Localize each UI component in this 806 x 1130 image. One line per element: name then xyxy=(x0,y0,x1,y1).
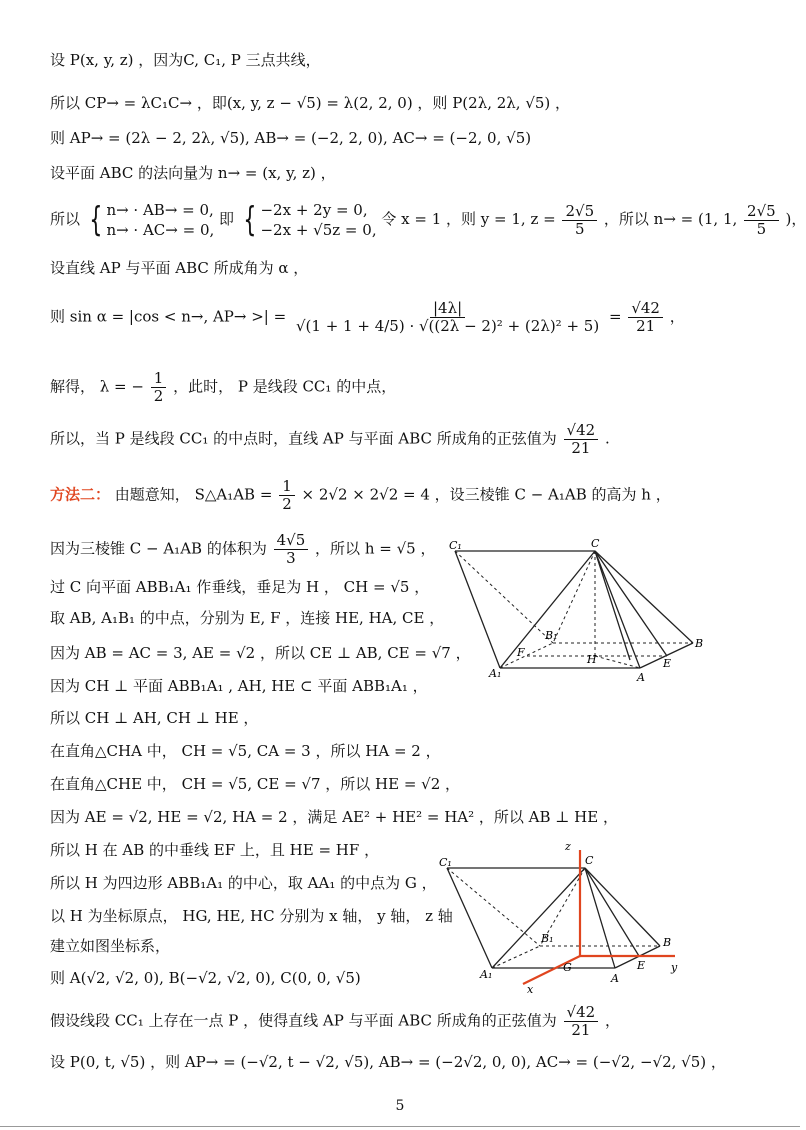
text-line-18: 在直角△CHE 中， CH = √5, CE = √7 ，所以 HE = √2 ， xyxy=(50,775,461,793)
text-line-13: 取 AB, A₁B₁ 的中点，分别为 E, F ，连接 HE, HA, CE ， xyxy=(50,609,445,627)
fraction: $\frac{√42}{21}$ xyxy=(564,1004,599,1039)
l25-prefix: 假设线段 CC₁ 上存在一点 P ，使得直线 AP 与平面 ABC 所成角的正弦值为 xyxy=(50,1011,557,1030)
system-row: n→ · AB→ = 0, xyxy=(106,201,214,219)
text-line-12: 过 C 向平面 ABB₁A₁ 作垂线，垂足为 H ， CH = √5 ， xyxy=(50,578,430,596)
l5-end: )， xyxy=(785,210,806,228)
text-line-16: 所以 CH ⊥ AH, CH ⊥ HE ， xyxy=(50,709,259,727)
point-label: F xyxy=(517,646,525,659)
l10-suffix: × 2√2 × 2√2 = 4 ，设三棱锥 C − A₁AB 的高为 h ， xyxy=(301,485,671,504)
l8-prefix: 解得， λ = − xyxy=(50,377,144,396)
fraction: $\frac{√42}{21}$ xyxy=(628,300,663,335)
point-label: B₁ xyxy=(545,629,558,642)
text-line-15: 因为 CH ⊥ 平面 ABB₁A₁ , AH, HE ⊂ 平面 ABB₁A₁ ， xyxy=(50,677,428,695)
fraction: $\frac{4√5}{3}$ xyxy=(274,532,309,567)
l5-let: 令 x = 1 ，则 y = 1, z = xyxy=(381,210,556,228)
l7-end: ， xyxy=(669,307,685,326)
l5-normal: ，所以 n→ = (1, 1, xyxy=(603,210,738,228)
method-two-label: 方法二： xyxy=(50,485,111,504)
point-label: C₁ xyxy=(449,539,462,552)
text-line-19: 因为 AE = √2, HE = √2, HA = 2 ，满足 AE² + HE² = HA² ，所以 AB ⊥ HE ， xyxy=(50,808,618,826)
text-line-7 xyxy=(50,300,685,335)
point-label: C xyxy=(585,854,594,867)
text-line-25 xyxy=(50,1004,620,1039)
point-label: A xyxy=(611,972,619,985)
text-line-17: 在直角△CHA 中， CH = √5, CA = 3 ，所以 HA = 2 ， xyxy=(50,742,441,760)
text-line-21: 所以 H 为四边形 ABB₁A₁ 的中心，取 AA₁ 的中点为 G ， xyxy=(50,874,437,892)
text-line-22: 以 H 为坐标原点， HG, HE, HC 分别为 x 轴， y 轴， z 轴 xyxy=(50,907,453,925)
system-row: n→ · AC→ = 0, xyxy=(106,221,215,239)
text-line-26: 设 P(0, t, √5) ，则 AP→ = (−√2, t − √2, √5), AB→ = (−2√2, 0, 0), AC→ = (−√2, −√2, √5) ， xyxy=(50,1053,726,1071)
point-label: C₁ xyxy=(439,856,452,869)
l5-ji: 即 xyxy=(219,210,235,228)
text-line-6: 设直线 AP 与平面 ABC 所成角为 α ， xyxy=(50,259,309,277)
point-label: B₁ xyxy=(541,932,554,945)
l9-prefix: 所以，当 P 是线段 CC₁ 的中点时，直线 AP 与平面 ABC 所成角的正弦值为 xyxy=(50,429,557,448)
fraction: $\frac{2√5}{5}$ xyxy=(744,203,779,238)
l11-prefix: 因为三棱锥 C − A₁AB 的体积为 xyxy=(50,539,267,558)
equation-system-1: { n→ · AB→ = 0, n→ · AC→ = 0, xyxy=(89,200,215,240)
l11-suffix: ，所以 h = √5 ， xyxy=(315,539,436,558)
l7-eq: = xyxy=(608,307,622,326)
l25-end: ， xyxy=(604,1011,620,1030)
fraction: $\frac{1}{2}$ xyxy=(151,370,167,405)
system-row: −2x + 2y = 0, xyxy=(260,201,368,219)
point-label: H xyxy=(587,653,597,666)
fraction: $\frac{√42}{21}$ xyxy=(564,422,599,457)
point-label: A₁ xyxy=(480,968,493,981)
axis-label: x xyxy=(527,983,534,996)
text-line-2: 所以 CP→ = λC₁C→ ，即(x, y, z − √5) = λ(2, 2, 0) ，则 P(2λ, 2λ, √5) ， xyxy=(50,94,571,112)
point-label: C xyxy=(591,537,600,550)
text-line-5 xyxy=(50,200,806,240)
text-line-8 xyxy=(50,370,396,405)
l7-prefix: 则 sin α = |cos < n→, AP→ >| = xyxy=(50,307,287,326)
point-label: A xyxy=(637,671,645,684)
point-label: A₁ xyxy=(489,667,502,680)
text-line-1: 设 P(x, y, z) ，因为C, C₁, P 三点共线， xyxy=(50,51,321,69)
point-label: B xyxy=(695,637,704,650)
text-line-14: 因为 AB = AC = 3, AE = √2 ，所以 CE ⊥ AB, CE = √7 ， xyxy=(50,644,471,662)
text-line-10 xyxy=(50,478,671,513)
equation-system-2: { −2x + 2y = 0, −2x + √5z = 0, xyxy=(243,200,377,240)
text-line-11 xyxy=(50,532,435,567)
fraction: $\frac{1}{2}$ xyxy=(279,478,295,513)
prism-figure-1 xyxy=(445,535,715,685)
system-row: −2x + √5z = 0, xyxy=(260,221,377,239)
point-label: B xyxy=(663,936,672,949)
text-line-3: 则 AP→ = (2λ − 2, 2λ, √5), AB→ = (−2, 2, 0), AC→ = (−2, 0, √5) xyxy=(50,129,532,147)
text-line-23: 建立如图坐标系， xyxy=(50,937,171,955)
point-label: E xyxy=(663,657,672,670)
axis-label: z xyxy=(565,840,571,853)
page-bottom-rule xyxy=(0,1126,800,1127)
text-line-9 xyxy=(50,422,610,457)
text-line-24: 则 A(√2, √2, 0), B(−√2, √2, 0), C(0, 0, √5) xyxy=(50,969,361,987)
point-label: E xyxy=(637,959,646,972)
text-line-20: 所以 H 在 AB 的中垂线 EF 上，且 HE = HF ， xyxy=(50,841,380,859)
point-label: G xyxy=(563,961,572,974)
prism-figure-2 xyxy=(435,838,715,998)
fraction: $\frac{2√5}{5}$ xyxy=(562,203,597,238)
l8-suffix: ，此时， P 是线段 CC₁ 的中点， xyxy=(173,377,397,396)
text-line-4: 设平面 ABC 的法向量为 n→ = (x, y, z) ， xyxy=(50,164,336,182)
fraction-sin: $\frac{|4\lambda|}{\text{√(1 + 1 + 4/5) · √((2λ − 2)² + (2λ)² + 5)}}$ xyxy=(295,299,600,335)
page-number: 5 xyxy=(395,1098,405,1114)
l5-prefix: 所以 xyxy=(50,210,81,228)
l9-end: . xyxy=(604,429,610,448)
l10-prefix: 由题意知， S△A₁AB = xyxy=(114,485,273,504)
axis-label: y xyxy=(671,961,678,974)
